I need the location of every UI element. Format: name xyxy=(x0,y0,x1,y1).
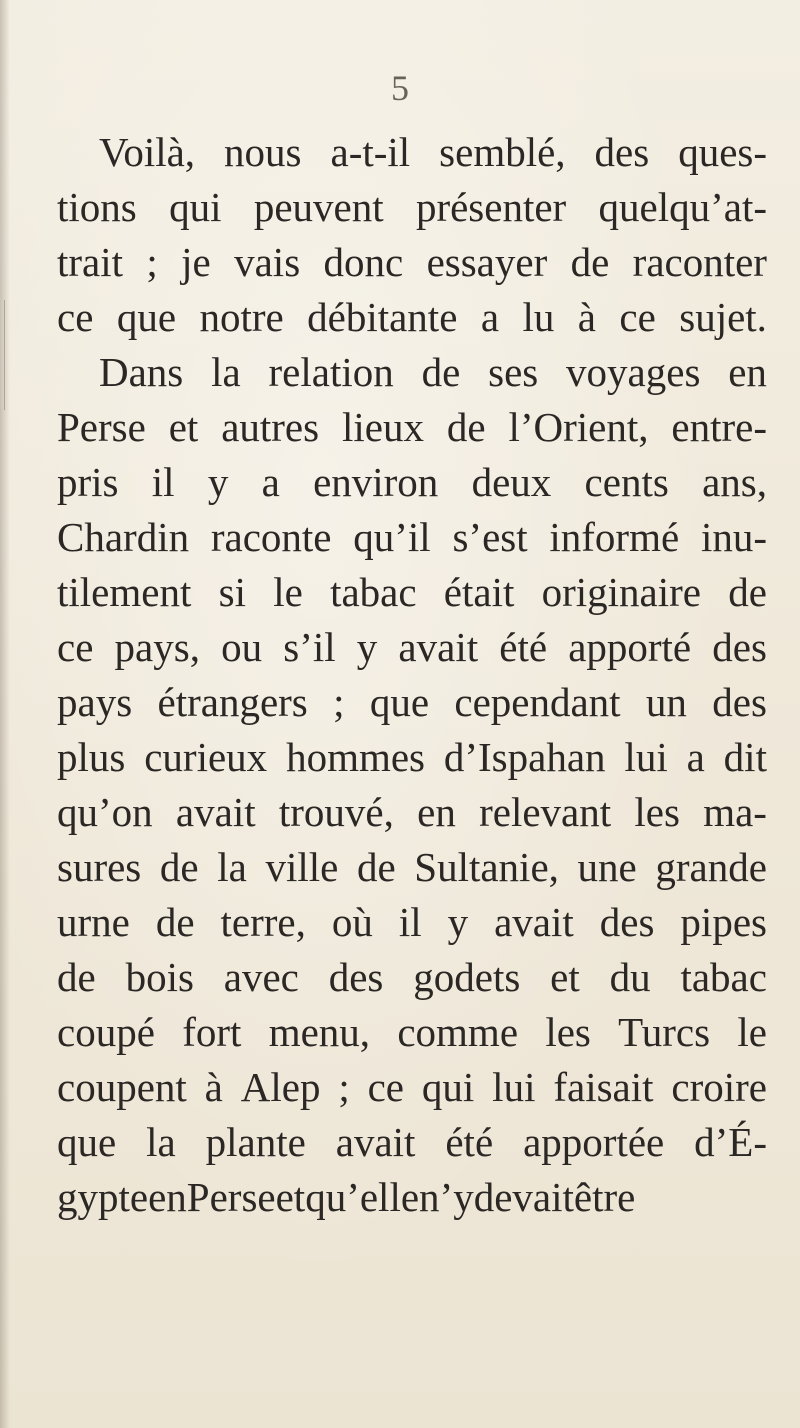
text-word: relevant xyxy=(479,789,612,835)
text-word: Dans xyxy=(99,349,184,395)
text-word: cependant xyxy=(454,679,621,725)
text-word: ce xyxy=(619,294,656,340)
text-word: à xyxy=(204,1064,223,1110)
text-word: Chardin xyxy=(57,514,190,560)
text-word: bois xyxy=(125,954,194,1000)
text-word: avait xyxy=(398,624,479,670)
text-word: lu xyxy=(522,294,555,340)
text-word: plante xyxy=(205,1119,306,1165)
text-word: Alep xyxy=(240,1064,321,1110)
text-word: que xyxy=(57,1119,117,1165)
text-word: ou xyxy=(221,624,263,670)
text-word: Perse xyxy=(57,404,146,450)
text-word: s’est xyxy=(452,514,528,560)
text-word: lieux xyxy=(341,404,424,450)
text-word: ses xyxy=(488,349,539,395)
text-word: avait xyxy=(494,899,574,945)
text-word: un xyxy=(645,679,687,725)
text-word: de xyxy=(570,239,610,285)
text-line xyxy=(57,730,767,785)
text-word: informé xyxy=(549,514,680,560)
text-line xyxy=(57,1170,767,1225)
text-word: et xyxy=(168,404,199,450)
text-word: de xyxy=(446,404,486,450)
text-word: le xyxy=(273,569,303,615)
text-word: ; xyxy=(338,1064,350,1110)
text-word: peuvent xyxy=(253,184,384,230)
text-word: ce xyxy=(57,294,94,340)
body-text xyxy=(57,125,767,1225)
text-word: ques- xyxy=(678,129,767,175)
text-word: était xyxy=(443,569,515,615)
text-word: qu’on xyxy=(57,789,153,835)
text-word: raconter xyxy=(632,239,767,285)
text-word: Turcs xyxy=(618,1009,711,1055)
text-word: des xyxy=(712,679,767,725)
text-line xyxy=(57,620,767,675)
text-word: Sultanie, xyxy=(414,844,559,890)
text-word: des xyxy=(599,899,655,945)
text-word: hommes xyxy=(286,734,425,780)
text-line xyxy=(57,1005,767,1060)
text-word: été xyxy=(445,1119,494,1165)
text-word: de xyxy=(159,844,199,890)
text-word: cents xyxy=(584,459,669,505)
text-word: urne xyxy=(57,899,130,945)
text-word: du xyxy=(609,954,651,1000)
text-line xyxy=(57,1115,767,1170)
text-word: autres xyxy=(221,404,320,450)
text-word: grande xyxy=(655,844,767,890)
text-line xyxy=(57,235,767,290)
text-word: pris xyxy=(57,459,119,505)
text-word: de xyxy=(155,899,195,945)
text-word: qu’il xyxy=(353,514,431,560)
text-word: ; xyxy=(146,239,158,285)
text-line xyxy=(57,675,767,730)
text-word: lui xyxy=(624,734,668,780)
text-word: a xyxy=(261,459,280,505)
text-word: coupent xyxy=(57,1064,187,1110)
text-word: deux xyxy=(471,459,552,505)
text-word: vais xyxy=(234,239,301,285)
text-line xyxy=(57,510,767,565)
text-word: je xyxy=(181,239,211,285)
text-word: comme xyxy=(397,1009,519,1055)
text-line xyxy=(57,1060,767,1115)
text-word: fort xyxy=(182,1009,242,1055)
text-word: qui xyxy=(169,184,222,230)
text-line xyxy=(57,455,767,510)
text-word: que xyxy=(116,294,177,340)
text-word: des xyxy=(712,624,767,670)
text-word: débitante xyxy=(307,294,458,340)
text-word: pipes xyxy=(680,899,767,945)
text-word: lui xyxy=(492,1064,536,1110)
text-word: si xyxy=(218,569,246,615)
text-word: être xyxy=(573,1174,636,1220)
text-word: d’Ispahan xyxy=(443,734,606,780)
text-word: sujet. xyxy=(679,294,767,340)
text-word: de xyxy=(57,954,96,1000)
text-word: quelqu’at- xyxy=(598,184,767,230)
text-word: le xyxy=(737,1009,767,1055)
text-word: avec xyxy=(223,954,299,1000)
text-word: tabac xyxy=(680,954,767,1000)
text-word: l’Orient, xyxy=(508,404,649,450)
text-word: gypte xyxy=(57,1174,149,1220)
text-word: originaire xyxy=(541,569,702,615)
text-word: et xyxy=(550,954,580,1000)
text-line xyxy=(57,290,767,345)
page-edge-mark xyxy=(4,300,5,410)
text-word: les xyxy=(634,789,680,835)
text-word: la xyxy=(211,349,241,395)
text-word: Voilà, xyxy=(99,129,196,175)
text-word: de xyxy=(421,349,461,395)
text-word: essayer xyxy=(426,239,548,285)
text-word: devait xyxy=(473,1174,574,1220)
page-number: 5 xyxy=(391,68,409,108)
text-word: présenter xyxy=(415,184,567,230)
page-edge-shadow xyxy=(0,0,10,1428)
text-word: étrangers xyxy=(157,679,308,725)
text-line xyxy=(57,345,767,400)
text-word: tilement xyxy=(57,569,192,615)
text-line xyxy=(57,400,767,455)
text-word: tions xyxy=(57,184,137,230)
text-word: faisait xyxy=(553,1064,654,1110)
text-word: curieux xyxy=(144,734,268,780)
text-word: les xyxy=(545,1009,591,1055)
text-word: qu’elle xyxy=(305,1174,420,1220)
text-word: donc xyxy=(323,239,404,285)
text-line xyxy=(57,180,767,235)
text-word: s’il xyxy=(283,624,336,670)
text-word: notre xyxy=(199,294,284,340)
text-word: pays xyxy=(57,679,133,725)
text-word: dit xyxy=(723,734,767,780)
text-word: sures xyxy=(57,844,142,890)
text-line xyxy=(57,950,767,1005)
text-word: ma- xyxy=(703,789,767,835)
text-word: ville xyxy=(265,844,339,890)
text-word: y xyxy=(356,624,378,670)
text-word: qui xyxy=(421,1064,475,1110)
text-word: ans, xyxy=(702,459,767,505)
text-word: menu, xyxy=(268,1009,371,1055)
text-line xyxy=(57,840,767,895)
text-word: des xyxy=(594,129,650,175)
text-word: a-t-il xyxy=(330,129,411,175)
text-word: a xyxy=(686,734,705,780)
text-line xyxy=(57,895,767,950)
text-word: il xyxy=(151,459,175,505)
text-word: que xyxy=(369,679,430,725)
text-word: y xyxy=(447,899,469,945)
text-line xyxy=(57,565,767,620)
text-word: n’y xyxy=(419,1174,474,1220)
text-word: à xyxy=(577,294,596,340)
text-word: nous xyxy=(224,129,302,175)
text-word: une xyxy=(577,844,637,890)
text-word: avait xyxy=(175,789,256,835)
text-word: en xyxy=(417,789,456,835)
text-word: en xyxy=(148,1174,187,1220)
text-word: coupé xyxy=(57,1009,155,1055)
text-word: plus xyxy=(57,734,126,780)
text-word: la xyxy=(146,1119,176,1165)
text-word: des xyxy=(328,954,384,1000)
text-word: trouvé, xyxy=(278,789,394,835)
text-word: environ xyxy=(313,459,439,505)
text-word: Perse xyxy=(186,1174,276,1220)
text-line xyxy=(57,785,767,840)
text-word: ce xyxy=(367,1064,405,1110)
text-word: en xyxy=(728,349,767,395)
text-word: de xyxy=(728,569,767,615)
text-word: terre, xyxy=(220,899,306,945)
text-word: relation xyxy=(268,349,394,395)
text-word: et xyxy=(275,1174,306,1220)
text-word: voyages xyxy=(566,349,701,395)
text-line xyxy=(57,125,767,180)
text-word: tabac xyxy=(330,569,417,615)
text-word: raconte xyxy=(210,514,332,560)
text-word: apportée xyxy=(523,1119,665,1165)
text-word: où xyxy=(331,899,373,945)
text-word: entre- xyxy=(671,404,767,450)
text-word: croire xyxy=(671,1064,767,1110)
text-word: d’É- xyxy=(694,1119,767,1165)
text-word: a xyxy=(480,294,500,340)
text-word: la xyxy=(217,844,247,890)
text-word: ; xyxy=(333,679,345,725)
text-word: trait xyxy=(57,239,124,285)
text-word: de xyxy=(356,844,396,890)
text-word: inu- xyxy=(700,514,767,560)
text-word: été xyxy=(499,624,548,670)
text-word: godets xyxy=(413,954,521,1000)
text-word: ce xyxy=(57,624,94,670)
text-word: il xyxy=(398,899,422,945)
text-word: avait xyxy=(335,1119,416,1165)
text-word: y xyxy=(207,459,229,505)
text-word: semblé, xyxy=(439,129,566,175)
text-word: pays, xyxy=(114,624,200,670)
text-word: apporté xyxy=(568,624,692,670)
